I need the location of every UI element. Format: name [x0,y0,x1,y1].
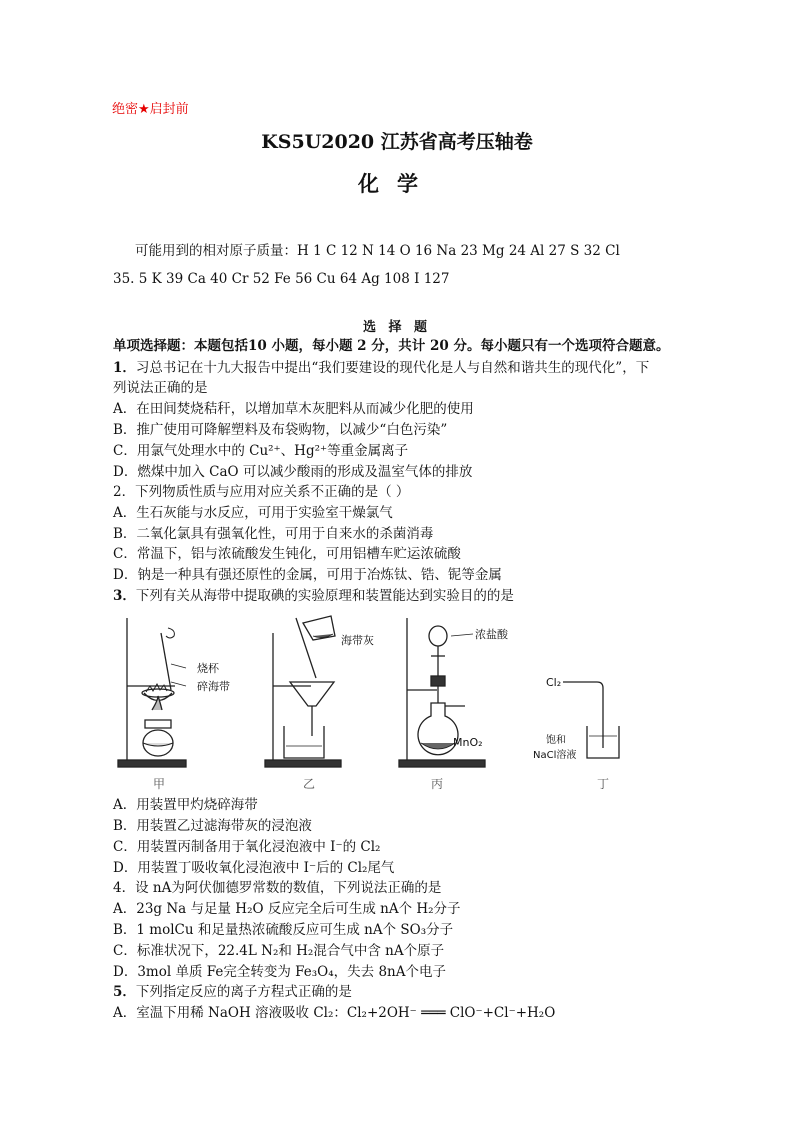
section-title: 选 择 题 [362,320,432,335]
q2-option-a: A．生石灰能与水反应，可用于实验室干燥氯气 [113,505,393,521]
apparatus-ding [533,676,619,791]
q1-stem-line-1 [113,359,649,377]
apparatus-yi [265,616,374,791]
label-nacl-2: NaCl溶液 [533,750,577,761]
q2-option-c: C．常温下，铝与浓硫酸发生钝化，可用铝槽车贮运浓硫酸 [113,546,461,562]
q4-option-d: D．3mol 单质 Fe完全转变为 Fe₃O₄，失去 8nA个电子 [113,964,446,980]
label-acid: 浓盐酸 [475,628,508,641]
label-bing: 丙 [431,777,444,791]
q3-option-a: A．用装置甲灼烧碎海带 [113,797,258,813]
q3-option-d: D．用装置丁吸收氧化浸泡液中 I⁻后的 Cl₂尾气 [113,860,395,876]
subject-title: 化学 [358,171,436,196]
label-beaker: 烧杯 [197,662,219,675]
label-mno2: MnO₂ [453,736,483,749]
q1-option-a: A．在田间焚烧秸秆，以增加草木灰肥料从而减少化肥的使用 [113,401,474,417]
label-cl2: Cl₂ [546,676,562,689]
q4-option-b: B．1 molCu 和足量热浓硫酸反应可生成 nA个 SO₃分子 [113,922,454,938]
q3-option-b: B．用装置乙过滤海带灰的浸泡液 [113,818,312,834]
q5-number: 5． [113,984,136,1000]
q1-stem-line-2: 列说法正确的是 [113,380,208,396]
atomic-masses-line-1: 可能用到的相对原子质量：H 1 C 12 N 14 O 16 Na 23 Mg 24 Al 27 S 32 Cl [135,243,620,259]
label-ash: 海带灰 [341,634,374,647]
q1-number: 1． [113,360,136,376]
q5-stem [113,983,352,1001]
section-instructions: 单项选择题：本题包括10 小题，每小题 2 分，共计 20 分。每小题只有一个选项符合题意。 [113,338,670,354]
q5-option-a: A．室温下用稀 NaOH 溶液吸收 Cl₂：Cl₂+2OH⁻ ═══ ClO⁻+Cl⁻+H₂O [113,1005,556,1021]
atomic-masses-line-2: 35. 5 K 39 Ca 40 Cr 52 Fe 56 Cu 64 Ag 108 I 127 [113,271,450,287]
label-seaweed: 碎海带 [197,680,230,693]
label-ding: 丁 [597,777,610,791]
q2-stem: 2．下列物质性质与应用对应关系不正确的是（ ） [113,484,410,500]
exam-title: KS5U2020 江苏省高考压轴卷 [261,131,533,153]
q3-number: 3． [113,588,136,604]
q4-stem: 4．设 nA为阿伏伽德罗常数的数值，下列说法正确的是 [113,880,442,896]
label-jia: 甲 [153,777,166,791]
label-nacl-1: 饱和 [546,735,566,746]
q4-option-a: A．23g Na 与足量 H₂O 反应完全后可生成 nA个 H₂分子 [113,901,461,917]
secret-mark: 绝密★启封前 [112,102,189,117]
label-yi: 乙 [303,777,316,791]
apparatus-bing [399,618,509,791]
q1-option-b: B．推广使用可降解塑料及布袋购物，以减少“白色污染” [113,422,448,438]
q1-stem-text: 习总书记在十九大报告中提出“我们要建设的现代化是人与自然和谐共生的现代化”，下 [135,360,650,376]
q4-option-c: C．标准状况下，22.4L N₂和 H₂混合气中含 nA个原子 [113,943,445,959]
q3-stem [113,587,514,605]
apparatus-jia [118,618,230,791]
q2-option-b: B．二氧化氯具有强氧化性，可用于自来水的杀菌消毒 [113,526,434,542]
q1-option-d: D．燃煤中加入 CaO 可以减少酸雨的形成及温室气体的排放 [113,464,473,480]
q3-apparatus-figure [113,608,683,793]
q5-stem-text: 下列指定反应的离子方程式正确的是 [135,984,352,1000]
q2-option-d: D．钠是一种具有强还原性的金属，可用于冶炼钛、锆、铌等金属 [113,567,502,583]
q1-option-c: C．用氯气处理水中的 Cu²⁺、Hg²⁺等重金属离子 [113,443,409,459]
q3-option-c: C．用装置丙制备用于氧化浸泡液中 I⁻的 Cl₂ [113,839,381,855]
q3-stem-text: 下列有关从海带中提取碘的实验原理和装置能达到实验目的的是 [135,588,514,604]
